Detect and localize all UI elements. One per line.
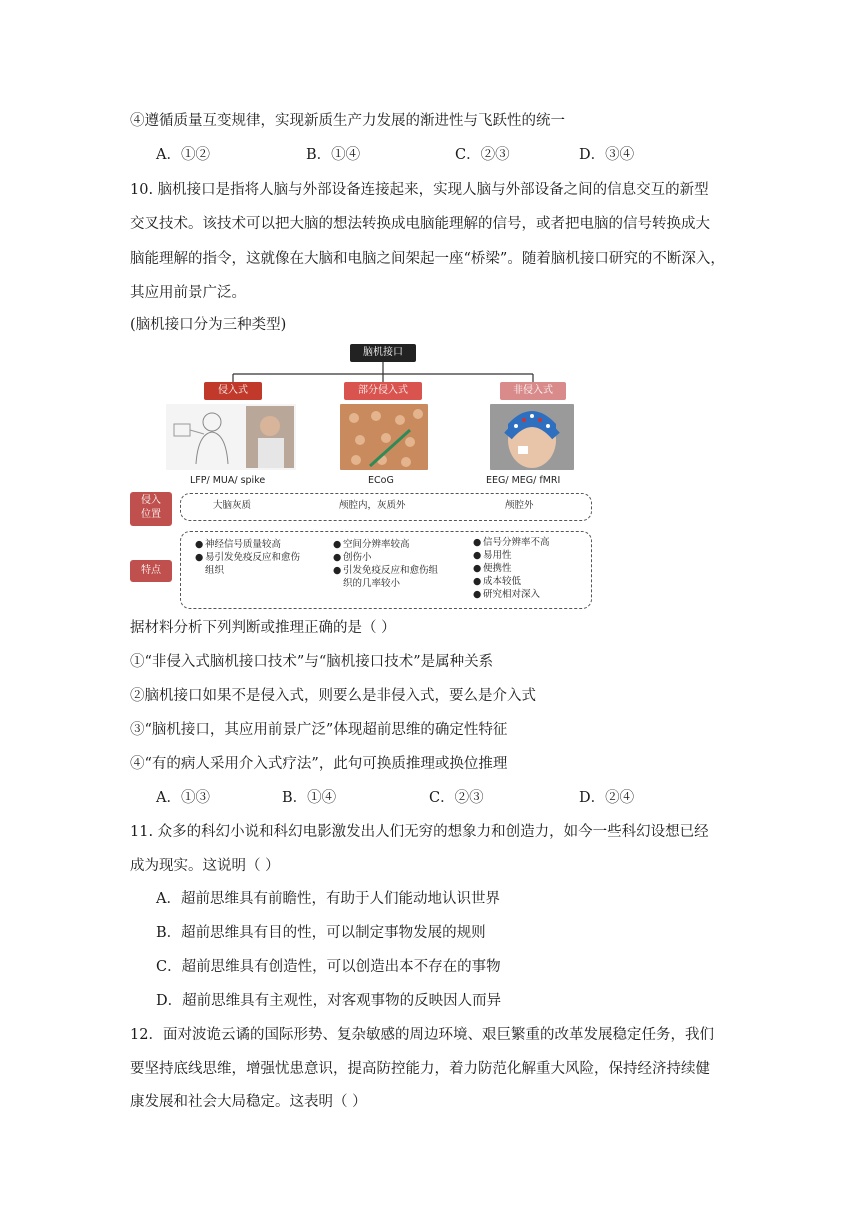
caption-partial: ECoG [368,475,394,486]
ecog-photo [340,404,428,470]
question-item: ④遵循质量互变规律，实现新质生产力发展的渐进性与飞跃性的统一 [130,113,565,129]
feature-item: ● 研究相对深入 [473,589,541,600]
question-stem-line: 脑能理解的指令，这就像在大脑和电脑之间架起一座“桥梁”。随着脑机接口研究的不断深入， [130,251,725,267]
features-row [180,531,592,609]
position-noninvasive: 颅腔外 [505,500,534,511]
features-partial [333,538,453,590]
option-b: B．超前思维具有目的性，可以制定事物发展的规则 [156,925,486,941]
feature-item: ● 空间分辨率较高 [333,539,410,550]
question-prompt: 据材料分析下列判断或推理正确的是（ ） [130,620,396,636]
question-stem-line: 要坚持底线思维，增强忧患意识，提高防控能力，着力防范化解重大风险，保持经济持续健 [130,1061,710,1077]
figure-note: (脑机接口分为三种类型) [130,317,287,333]
feature-item: ● 引发免疫反应和愈伤组织的几率较小 [333,565,439,589]
option-a: A．①② [156,147,210,163]
features-noninvasive [473,536,583,601]
option-a: A．①③ [156,790,210,806]
feature-item: ● 信号分辨率不高 [473,537,550,548]
question-item: ①“非侵入式脑机接口技术”与“脑机接口技术”是属种关系 [130,654,494,670]
question-stem-line: 11. 众多的科幻小说和科幻电影激发出人们无穷的想象力和创造力，如今一些科幻设想已经 [130,824,709,840]
option-b: B．①④ [306,147,361,163]
feature-item: ● 神经信号质量较高 [195,539,282,550]
category-partial: 部分侵入式 [344,382,422,400]
feature-item: ● 易用性 [473,550,512,561]
invasive-illustration [166,404,296,470]
root-node: 脑机接口 [350,344,416,362]
row-label-features: 特点 [130,560,172,582]
question-item: ②脑机接口如果不是侵入式，则要么是非侵入式，要么是介入式 [130,688,536,704]
features-invasive [195,538,315,577]
option-d: D．③④ [579,147,635,163]
question-item: ③“脑机接口，其应用前景广泛”体现超前思维的确定性特征 [130,722,508,738]
option-d: D．超前思维具有主观性，对客观事物的反映因人而异 [156,993,502,1009]
feature-item: ● 易引发免疫反应和愈伤组织 [195,552,301,576]
caption-noninvasive: EEG/ MEG/ fMRI [486,475,561,486]
option-d: D．②④ [579,790,635,806]
option-c: C．②③ [455,147,510,163]
category-invasive: 侵入式 [204,382,262,400]
option-a: A．超前思维具有前瞻性，有助于人们能动地认识世界 [156,891,500,907]
option-c: C．②③ [429,790,484,806]
question-stem-line: 康发展和社会大局稳定。这表明（ ） [130,1094,367,1110]
feature-item: ● 便携性 [473,563,512,574]
eeg-photo [490,404,574,470]
feature-item: ● 成本较低 [473,576,522,587]
feature-item: ● 创伤小 [333,552,372,563]
option-b: B．①④ [282,790,337,806]
question-item: ④“有的病人采用介入式疗法”，此句可换质推理或换位推理 [130,756,508,772]
question-stem-line: 成为现实。这说明（ ） [130,858,280,874]
question-stem-line: 交叉技术。该技术可以把大脑的想法转换成电脑能理解的信号，或者把电脑的信号转换成大 [130,216,710,232]
position-partial: 颅腔内，灰质外 [339,500,406,511]
caption-invasive: LFP/ MUA/ spike [190,475,266,486]
option-c: C．超前思维具有创造性，可以创造出本不存在的事物 [156,959,501,975]
bci-figure [130,336,596,612]
position-invasive: 大脑灰质 [213,500,252,511]
question-stem-line: 12．面对波诡云谲的国际形势、复杂敏感的周边环境、艰巨繁重的改革发展稳定任务，我们 [130,1027,714,1043]
question-stem-line: 10. 脑机接口是指将人脑与外部设备连接起来，实现人脑与外部设备之间的信息交互的新型 [130,182,709,198]
category-noninvasive: 非侵入式 [500,382,566,400]
row-label-position: 侵入 位置 [130,492,172,526]
question-stem-line: 其应用前景广泛。 [130,285,246,301]
position-row [180,493,592,521]
